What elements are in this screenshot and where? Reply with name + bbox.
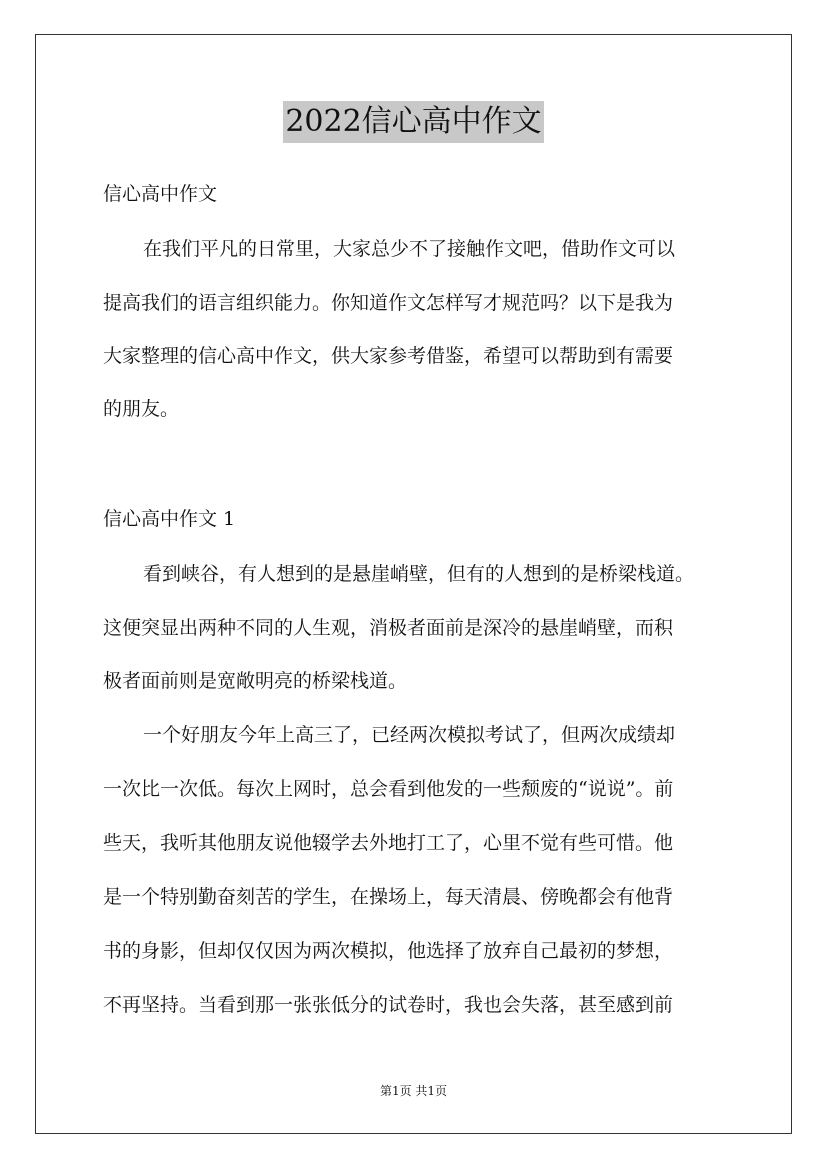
intro-line: 在我们平凡的日常里，大家总少不了接触作文吧，借助作文可以 (143, 238, 676, 260)
title-container (0, 101, 827, 143)
document-title: 2022信心高中作文 (283, 101, 543, 143)
essay1-heading: 信心高中作文 1 (103, 508, 236, 530)
essay1-p1-line: 看到峡谷，有人想到的是悬崖峭壁，但有的人想到的是桥梁栈道。 (143, 563, 695, 585)
intro-line: 大家整理的信心高中作文，供大家参考借鉴，希望可以帮助到有需要 (103, 345, 674, 367)
essay1-p2-line: 一次比一次低。每次上网时，总会看到他发的一些颓废的“说说”。前 (103, 778, 674, 800)
essay1-p2-line: 书的身影，但却仅仅因为两次模拟，他选择了放弃自己最初的梦想， (103, 940, 674, 962)
essay1-p2-line: 些天，我听其他朋友说他辍学去外地打工了，心里不觉有些可惜。他 (103, 832, 674, 854)
intro-line: 的朋友。 (103, 398, 180, 420)
essay1-p2-line: 一个好朋友今年上高三了，已经两次模拟考试了，但两次成绩却 (143, 724, 676, 746)
essay1-p1-line: 极者面前则是宽敞明亮的桥梁栈道。 (103, 670, 408, 692)
page-footer: 第1页 共1页 (379, 1084, 448, 1098)
essay1-p2-line: 是一个特别勤奋刻苦的学生，在操场上，每天清晨、傍晚都会有他背 (103, 886, 674, 908)
intro-heading: 信心高中作文 (103, 183, 218, 205)
essay1-p2-line: 不再坚持。当看到那一张张低分的试卷时，我也会失落，甚至感到前 (103, 994, 674, 1016)
essay1-p1-line: 这便突显出两种不同的人生观，消极者面前是深冷的悬崖峭壁，而积 (103, 617, 674, 639)
intro-line: 提高我们的语言组织能力。你知道作文怎样写才规范吗？以下是我为 (103, 292, 674, 314)
